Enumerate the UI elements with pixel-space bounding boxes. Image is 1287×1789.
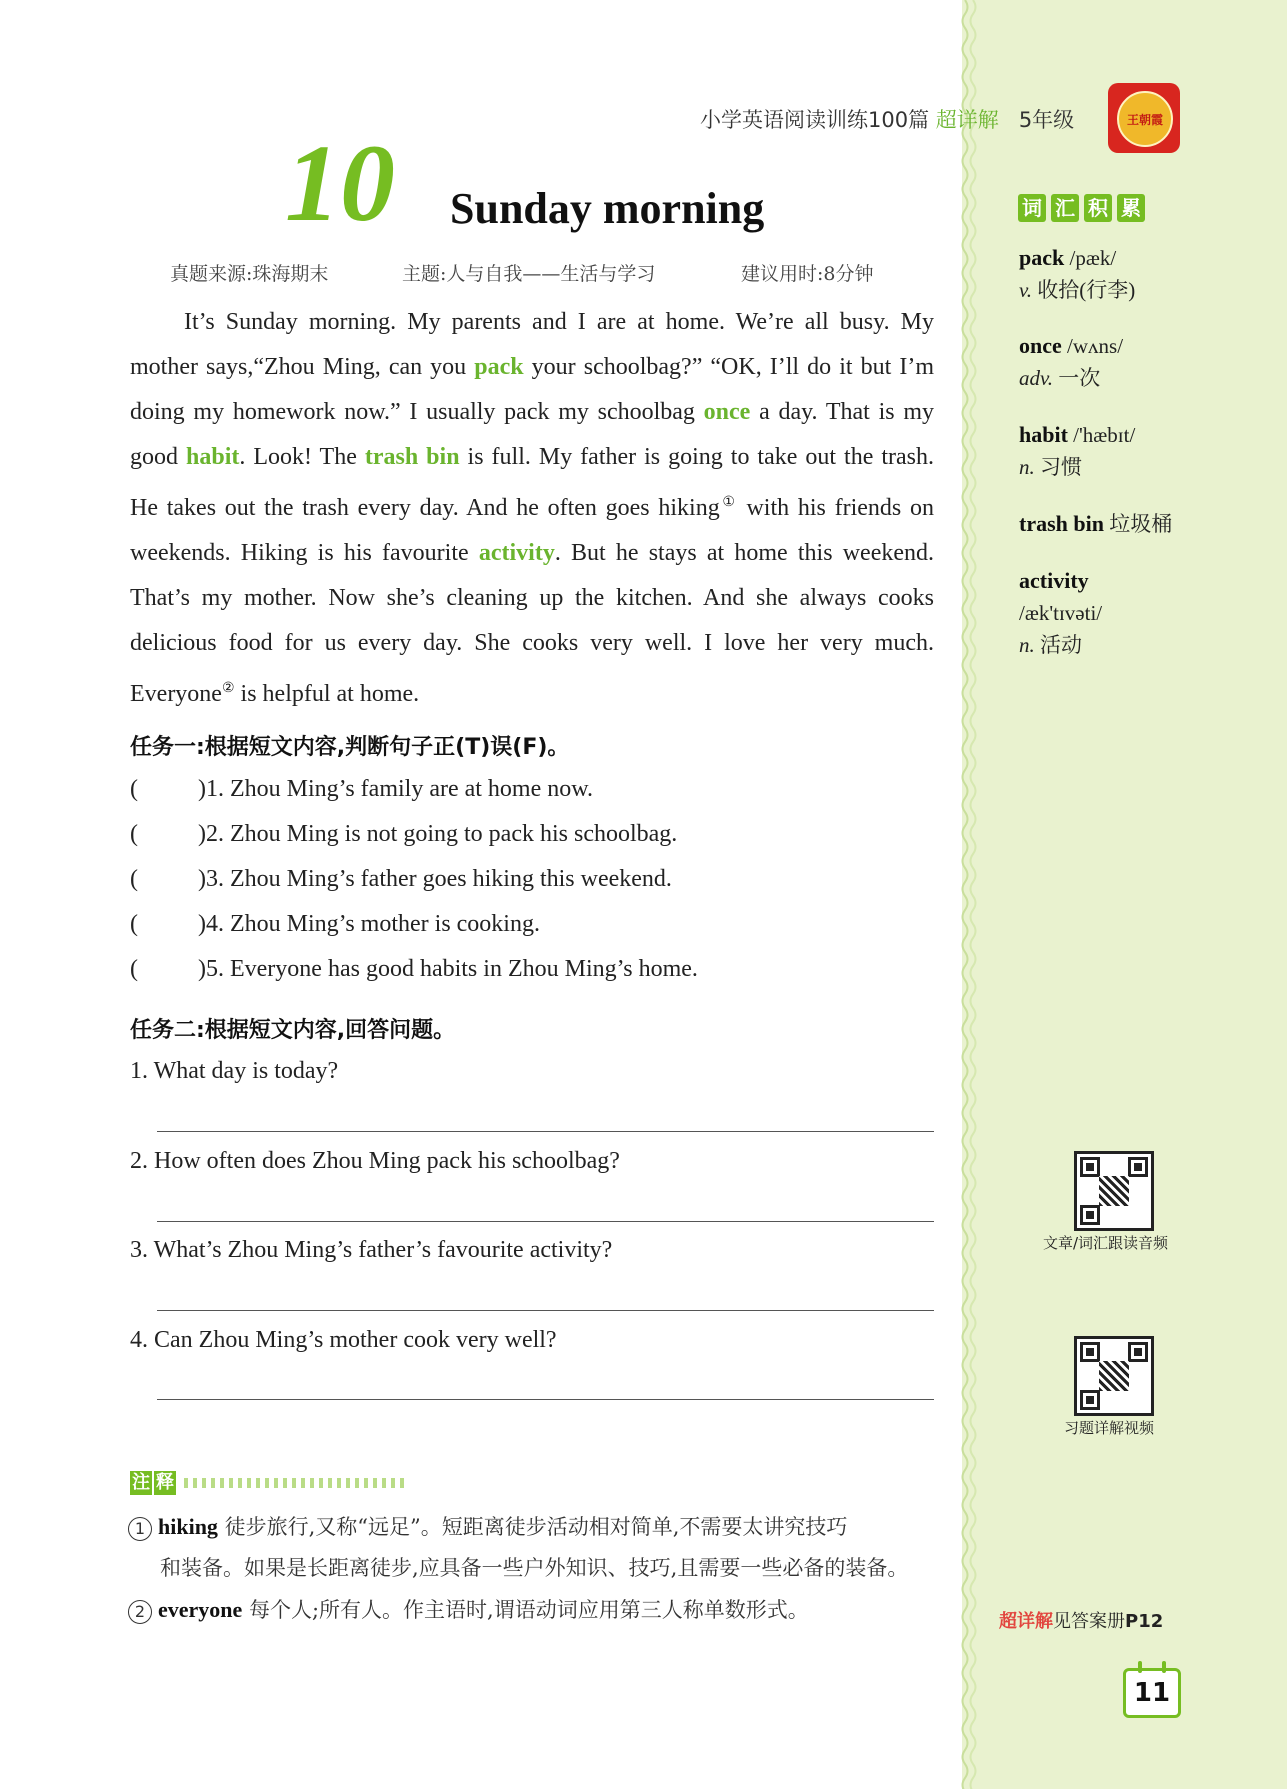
answer-line-1[interactable] bbox=[157, 1131, 934, 1132]
reading-passage: It’s Sunday morning. My parents and I are at home. We’re all busy. My mother says,“Zhou Ming, can you pack your schoolbag?” “OK, I’ll do it but I’m doing my homework now.” I usually pack my schoolbag once a day. That is my good habit. Look! The trash bin is full. My father is going to take out the trash. He takes out the trash every day. And he often goes hiking① with his friends on weekends. Hiking is his favourite activity. But he stays at home this weekend. That’s my mother. Now she’s cleaning up the kitchen. And she always cooks delicious food for us every day. She cooks very well. I love her very much. Everyone② is helpful at home. bbox=[130, 309, 935, 707]
lesson-number: 10 bbox=[285, 122, 395, 244]
vocab-pack: pack /pæk/ v. 收拾(行李) bbox=[1019, 245, 1136, 302]
answer-line-2[interactable] bbox=[157, 1221, 934, 1222]
question-3: 3. What’s Zhou Ming’s father’s favourite activity? bbox=[130, 1237, 613, 1263]
note-item-2: 2 everyone 每个人;所有人。作主语时,谓语动词应用第三人称单数形式。 bbox=[128, 1594, 809, 1624]
note-ref-2: ② bbox=[221, 681, 235, 696]
qr-audio-icon[interactable] bbox=[1074, 1151, 1154, 1231]
qr-video-icon[interactable] bbox=[1074, 1336, 1154, 1416]
lesson-title: Sunday morning bbox=[450, 184, 765, 233]
grade-label: 5年级 bbox=[1018, 108, 1075, 132]
keyword-pack: pack bbox=[474, 354, 524, 380]
question-1: 1. What day is today? bbox=[130, 1058, 339, 1084]
tf-item: ( )2. Zhou Ming is not going to pack his schoolbag. bbox=[130, 821, 678, 847]
keyword-trash-bin: trash bin bbox=[364, 444, 460, 470]
tf-item: ( )1. Zhou Ming’s family are at home now. bbox=[130, 776, 594, 802]
meta-theme: 主题:人与自我——生活与学习 bbox=[402, 263, 656, 285]
notes-dotted-rule bbox=[184, 1478, 404, 1488]
tf-item: ( )3. Zhou Ming’s father goes hiking this weekend. bbox=[130, 866, 672, 892]
note-item-1: 1 hiking 徒步旅行,又称“远足”。短距离徒步活动相对简单,不需要太讲究技巧 bbox=[128, 1511, 847, 1541]
keyword-once: once bbox=[703, 399, 751, 425]
vocab-once: once /wʌns/ adv. 一次 bbox=[1019, 333, 1124, 390]
note-ref-1: ① bbox=[719, 495, 738, 510]
task2-heading: 任务二:根据短文内容,回答问题。 bbox=[130, 1018, 456, 1043]
wavy-border bbox=[955, 0, 985, 1789]
book-header bbox=[700, 104, 1074, 134]
notes-heading: 注 释 bbox=[130, 1471, 404, 1495]
book-title: 小学英语阅读训练100篇 bbox=[700, 108, 930, 132]
note-item-1-cont: 和装备。如果是长距离徒步,应具备一些户外知识、技巧,且需要一些必备的装备。 bbox=[160, 1556, 909, 1580]
vocab-activity: activity /æk'tɪvəti/ n. 活动 bbox=[1019, 568, 1103, 657]
qr-audio-label: 文章/词汇跟读音频 bbox=[1043, 1234, 1169, 1252]
task1-heading: 任务一:根据短文内容,判断句子正(T)误(F)。 bbox=[130, 735, 570, 760]
answer-reference: 超详解见答案册P12 bbox=[999, 1611, 1164, 1632]
answer-line-4[interactable] bbox=[157, 1399, 934, 1400]
keyword-activity: activity bbox=[478, 540, 555, 566]
qr-video-label: 习题详解视频 bbox=[1064, 1419, 1155, 1437]
tf-item: ( )4. Zhou Ming’s mother is cooking. bbox=[130, 911, 540, 937]
book-highlight: 超详解 bbox=[935, 108, 999, 132]
answer-line-3[interactable] bbox=[157, 1310, 934, 1311]
meta-time: 建议用时:8分钟 bbox=[741, 263, 874, 285]
vocab-habit: habit /'hæbɪt/ n. 习惯 bbox=[1019, 422, 1136, 479]
page-number: 11 bbox=[1123, 1668, 1181, 1718]
publisher-logo: 王朝霞 bbox=[1108, 83, 1180, 153]
question-4: 4. Can Zhou Ming’s mother cook very well? bbox=[130, 1327, 557, 1353]
keyword-habit: habit bbox=[186, 444, 240, 470]
vocab-trash-bin: trash bin 垃圾桶 bbox=[1019, 511, 1173, 536]
vocab-heading: 词 汇 积 累 bbox=[1018, 194, 1145, 222]
question-2: 2. How often does Zhou Ming pack his schoolbag? bbox=[130, 1148, 620, 1174]
tf-item: ( )5. Everyone has good habits in Zhou Ming’s home. bbox=[130, 956, 698, 982]
meta-source: 真题来源:珠海期末 bbox=[170, 263, 329, 285]
